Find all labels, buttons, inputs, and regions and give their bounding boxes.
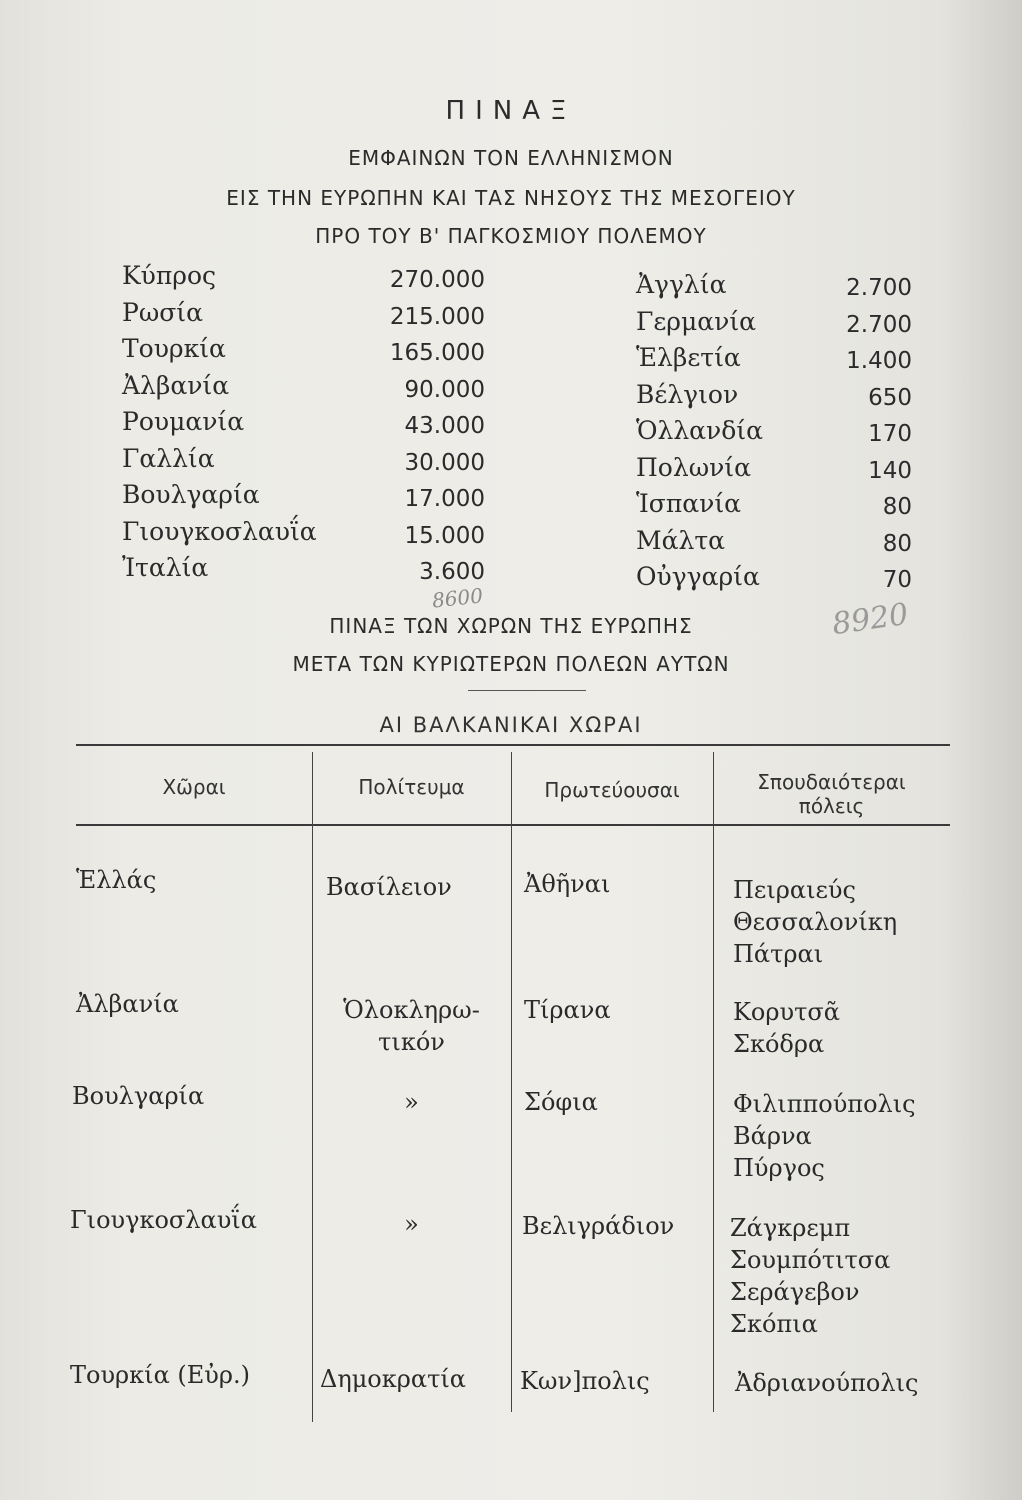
cell-country: Βουλγαρία xyxy=(72,1082,205,1110)
section-divider xyxy=(468,690,586,691)
list-value: 70 xyxy=(882,567,912,593)
cell-country: Τουρκία (Εὐρ.) xyxy=(70,1361,250,1389)
header-cities xyxy=(713,770,950,818)
list-value: 30.000 xyxy=(404,449,485,476)
list-item: Κύπρος xyxy=(122,261,217,290)
header-cities-line-1: Σπουδαιότεραι xyxy=(757,770,906,794)
handwritten-note-left: 8600 xyxy=(430,583,485,613)
list-value: 1.400 xyxy=(846,348,912,374)
cell-country: Γιουγκοσλαυΐα xyxy=(70,1206,257,1234)
list-value: 270.000 xyxy=(389,267,485,293)
list-value: 43.000 xyxy=(404,413,485,439)
list-item: Βουλγαρία xyxy=(122,480,260,509)
list-value: 170 xyxy=(868,421,912,447)
cell-country: Ἀλβανία xyxy=(76,990,179,1018)
subtitle-line-3: ΠΡΟ ΤΟΥ Β' ΠΑΓΚΟΣΜΙΟΥ ΠΟΛΕΜΟΥ xyxy=(315,224,707,248)
cell-cities: Πειραιεύς Θεσσαλονίκη Πάτραι xyxy=(733,876,898,968)
list-item: Βέλγιον xyxy=(636,379,739,409)
handwritten-note-right: 8920 xyxy=(829,596,911,643)
list-item: Ρουμανία xyxy=(122,407,245,436)
column-divider xyxy=(713,752,714,1412)
header-countries: Χῶραι xyxy=(162,775,226,799)
cell-capital: Κων]πολις xyxy=(520,1367,650,1395)
cell-cities: Ἀδριανούπολις xyxy=(735,1369,919,1397)
column-divider xyxy=(511,752,512,1412)
subtitle-line-2: ΕΙΣ ΤΗΝ ΕΥΡΩΠΗΝ ΚΑΙ ΤΑΣ ΝΗΣΟΥΣ ΤΗΣ ΜΕΣΟΓΕΙΟΥ xyxy=(226,186,796,210)
cell-cities: Φιλιππούπολις Βάρνα Πύργος xyxy=(733,1090,916,1182)
cell-cities: Ζάγκρεμπ Σουμπότιτσα Σεράγεβον Σκόπια xyxy=(730,1214,891,1338)
list-item: Ἑλβετία xyxy=(636,343,741,372)
population-left-countries xyxy=(122,258,317,587)
cell-regime: » xyxy=(404,1210,419,1238)
list-value: 2.700 xyxy=(846,311,912,338)
list-item: Ὁλλανδία xyxy=(636,416,763,445)
cell-regime: » xyxy=(404,1088,419,1116)
list-value: 80 xyxy=(882,494,912,520)
list-item: Πολωνία xyxy=(636,452,751,482)
list-value: 3.600 xyxy=(419,559,485,585)
cell-capital: Ἀθῆναι xyxy=(524,870,611,898)
list-item: Ρωσία xyxy=(122,297,203,327)
list-item: Γαλλία xyxy=(122,443,215,473)
header-capitals: Πρωτεύουσαι xyxy=(544,778,680,802)
cell-regime: Δημοκρατία xyxy=(320,1365,466,1393)
list-item: Ἀλβανία xyxy=(122,370,230,400)
list-item: Τουρκία xyxy=(122,334,226,363)
list-value: 215.000 xyxy=(389,303,485,330)
list-value: 2.700 xyxy=(846,275,912,301)
cell-country: Ἑλλάς xyxy=(76,866,157,894)
section-title-line-2: ΜΕΤΑ ΤΩΝ ΚΥΡΙΩΤΕΡΩΝ ΠΟΛΕΩΝ ΑΥΤΩΝ xyxy=(292,652,730,676)
list-item: Γιουγκοσλαυΐα xyxy=(122,516,317,546)
list-item: Γερμανία xyxy=(636,306,757,336)
list-value: 15.000 xyxy=(404,522,485,549)
list-item: Ἱσπανία xyxy=(636,489,742,518)
list-value: 80 xyxy=(882,530,912,557)
cell-capital: Τίρανα xyxy=(524,996,611,1024)
list-item: Ἀγγλία xyxy=(636,270,727,299)
list-value: 140 xyxy=(868,457,912,484)
list-item: Ἰταλία xyxy=(122,553,209,582)
subtitle-line-1: ΕΜΦΑΙΝΩΝ ΤΟΝ ΕΛΛΗΝΙΣΜΟΝ xyxy=(348,146,674,170)
list-value: 90.000 xyxy=(404,376,485,403)
list-value: 650 xyxy=(868,384,912,411)
table-top-rule xyxy=(76,744,950,746)
section-subheading: ΑΙ ΒΑΛΚΑΝΙΚΑΙ ΧΩΡΑΙ xyxy=(379,713,643,737)
list-item: Μάλτα xyxy=(636,525,726,555)
table-header-rule xyxy=(76,824,950,826)
cell-capital: Βελιγράδιον xyxy=(522,1212,675,1240)
cell-regime: Ὁλοκληρω- τικόν xyxy=(343,996,480,1056)
section-title-line-1: ΠΙΝΑΞ ΤΩΝ ΧΩΡΩΝ ΤΗΣ ΕΥΡΩΠΗΣ xyxy=(329,614,693,638)
cell-capital: Σόφια xyxy=(524,1088,598,1116)
cell-cities: Κορυτσᾶ Σκόδρα xyxy=(733,998,840,1058)
list-item: Οὐγγαρία xyxy=(636,562,760,591)
population-right-countries xyxy=(636,267,763,596)
header-cities-line-2: πόλεις xyxy=(798,794,865,818)
population-right-values xyxy=(820,270,912,599)
cell-regime: Βασίλειον xyxy=(326,873,452,901)
population-left-values xyxy=(380,262,485,591)
page-title: ΠΙΝΑΞ xyxy=(445,96,577,126)
list-value: 165.000 xyxy=(389,340,485,366)
list-value: 17.000 xyxy=(404,486,485,512)
header-regime: Πολίτευμα xyxy=(358,775,465,799)
